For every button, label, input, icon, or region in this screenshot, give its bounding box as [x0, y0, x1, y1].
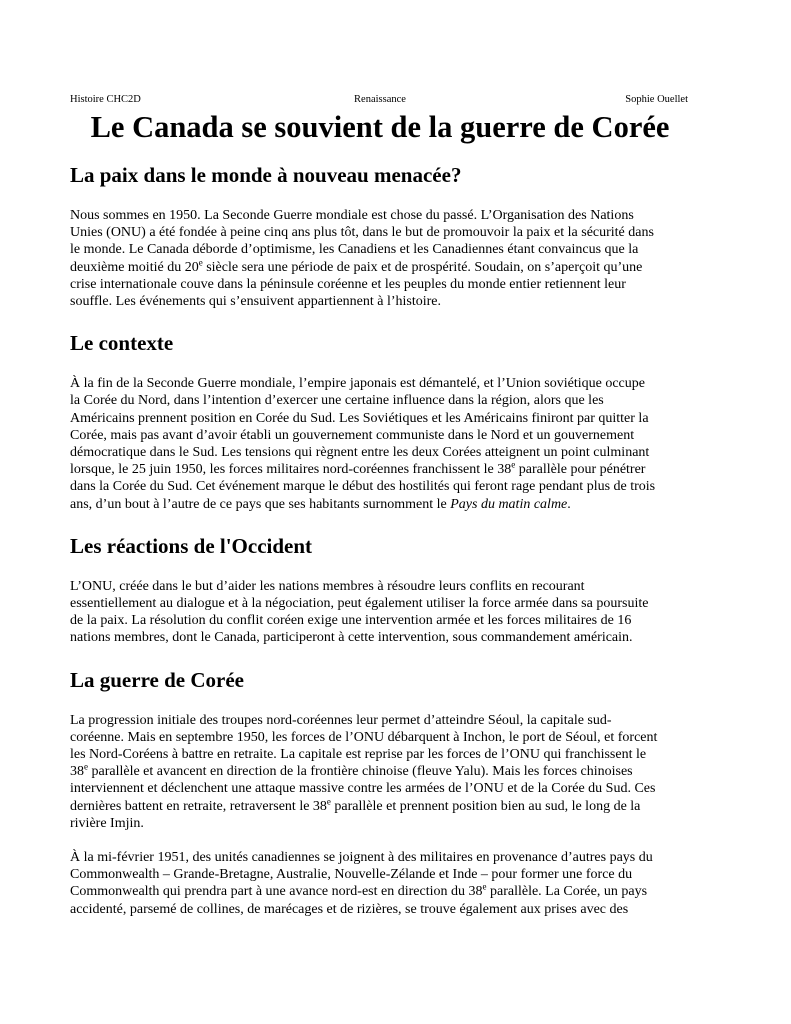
text-run: parallèle. La Corée, un pays	[486, 884, 648, 900]
paragraph-contexte	[70, 375, 690, 513]
document-title: Le Canada se souvient de la guerre de Corée	[90, 110, 670, 144]
text-line: À la fin de la Seconde Guerre mondiale, l’empire japonais est démantelé, et l’Union soviétique occupe	[70, 376, 645, 392]
text-line	[70, 798, 690, 815]
text-line: Unies (ONU) a été fondée à peine cinq ans plus tôt, dans le but de promouvoir la paix et la sécurité dans	[70, 225, 654, 241]
text-line	[70, 763, 690, 780]
text-run: lorsque, le 25 juin 1950, les forces militaires nord-coréennes franchissent le 38	[70, 462, 512, 478]
text-line: Nous sommes en 1950. La Seconde Guerre mondiale est chose du passé. L’Organisation des Nations	[70, 208, 634, 223]
text-line: nations membres, dont le Canada, participeront à cette intervention, sous commandement américain.	[70, 630, 633, 646]
italic-term: Pays du matin calme	[450, 496, 568, 512]
text-line: le monde. Le Canada déborde d’optimisme, les Canadiens et les Canadiennes étant convaincus que la	[70, 242, 639, 258]
text-line	[70, 256, 690, 276]
text-line: La progression initiale des troupes nord-coréennes leur permet d’atteindre Séoul, la capitale sud-	[70, 712, 612, 728]
paragraph-guerre-2	[70, 849, 690, 918]
section-heading-paix: La paix dans le monde à nouveau menacée?	[70, 163, 462, 187]
text-run: 38	[70, 764, 84, 780]
text-line: accidenté, parsemé de collines, de marécages et de rizières, se trouve également aux prises avec des	[70, 901, 629, 917]
document-page	[70, 93, 690, 918]
text-run: parallèle pour pénétrer	[515, 462, 646, 478]
superscript: e	[326, 796, 331, 807]
text-line: dans la Corée du Sud. Cet événement marque le début des hostilités qui feront rage pendant plus de trois	[70, 479, 656, 495]
superscript: e	[482, 881, 487, 892]
text-line: Commonwealth – Grande-Bretagne, Australie, Nouvelle-Zélande et Inde – pour former une force du	[70, 867, 633, 883]
text-line: coréenne. Mais en septembre 1950, les forces de l’ONU débarquent à Inchon, le port de Séoul, et forcent	[70, 729, 658, 745]
text-run: Commonwealth qui prendra part à une avance nord-est en direction du 38	[70, 884, 483, 900]
text-line	[70, 461, 690, 478]
text-run: dernières battent en retraite, retraversent le 38	[70, 798, 327, 814]
text-line: la Corée du Nord, dans l’intention d’exercer une certaine influence dans la région, alors que les	[70, 393, 604, 409]
text-line: les Nord-Coréens à battre en retraite. La capitale est reprise par les forces de l’ONU qui franchissent le	[70, 747, 647, 763]
page-header	[70, 93, 690, 107]
text-line: interviennent et déclenchent une attaque massive contre les armées de l’ONU et de la Corée du Sud. Ces	[70, 781, 656, 797]
text-line	[70, 883, 690, 900]
text-run: parallèle et prennent position bien au sud, le long de la	[330, 798, 641, 814]
header-course: Histoire CHC2D	[70, 94, 141, 105]
section-heading-reactions: Les réactions de l'Occident	[70, 533, 313, 558]
superscript: e	[198, 256, 203, 267]
text-run: deuxième moitié du 20	[70, 259, 199, 275]
paragraph-paix	[70, 207, 690, 310]
text-line: de la paix. La résolution du conflit coréen exige une intervention armée et les forces militaires de 16	[70, 613, 632, 629]
text-line: L’ONU, créée dans le but d’aider les nations membres à résoudre leurs conflits en recourant	[70, 578, 585, 594]
text-line: souffle. Les événements qui s’ensuivent appartiennent à l’histoire.	[70, 294, 442, 310]
text-run: .	[567, 496, 571, 512]
header-author: Sophie Ouellet	[625, 94, 688, 105]
text-line: rivière Imjin.	[70, 815, 144, 831]
text-run: parallèle et avancent en direction de la frontière chinoise (fleuve Yalu). Mais les forces chinoises	[88, 764, 633, 780]
superscript: e	[511, 459, 516, 470]
paragraph-guerre-1	[70, 712, 690, 832]
text-run: ans, d’un bout à l’autre de ce pays que ses habitants surnomment le	[70, 496, 451, 512]
text-line	[70, 496, 690, 513]
section-heading-guerre: La guerre de Corée	[70, 667, 244, 692]
text-line: crise internationale couve dans la péninsule coréenne et les peuples du monde entier retiennent leur	[70, 276, 626, 292]
text-line: Corée, mais pas avant d’avoir établi un gouvernement communiste dans le Nord et un gouvernement	[70, 427, 635, 443]
superscript: e	[84, 761, 88, 772]
text-run: siècle sera une période de paix et de prospérité. Soudain, on s’aperçoit qu’une	[202, 259, 643, 275]
text-line: essentiellement au dialogue et à la négociation, peut également utiliser la force armée dans sa poursuite	[70, 596, 649, 612]
text-line: Américains prennent position en Corée du Sud. Les Soviétiques et les Américains finiront par quitter la	[70, 410, 649, 426]
section-heading-contexte: Le contexte	[70, 331, 174, 356]
header-unit: Renaissance	[354, 94, 406, 105]
text-line: démocratique dans le Sud. Les tensions qui règnent entre les deux Corées atteignent un point culminant	[70, 445, 650, 461]
text-line: À la mi-février 1951, des unités canadiennes se joignent à des militaires en provenance d’autres pays du	[70, 850, 653, 866]
paragraph-reactions	[70, 578, 690, 647]
